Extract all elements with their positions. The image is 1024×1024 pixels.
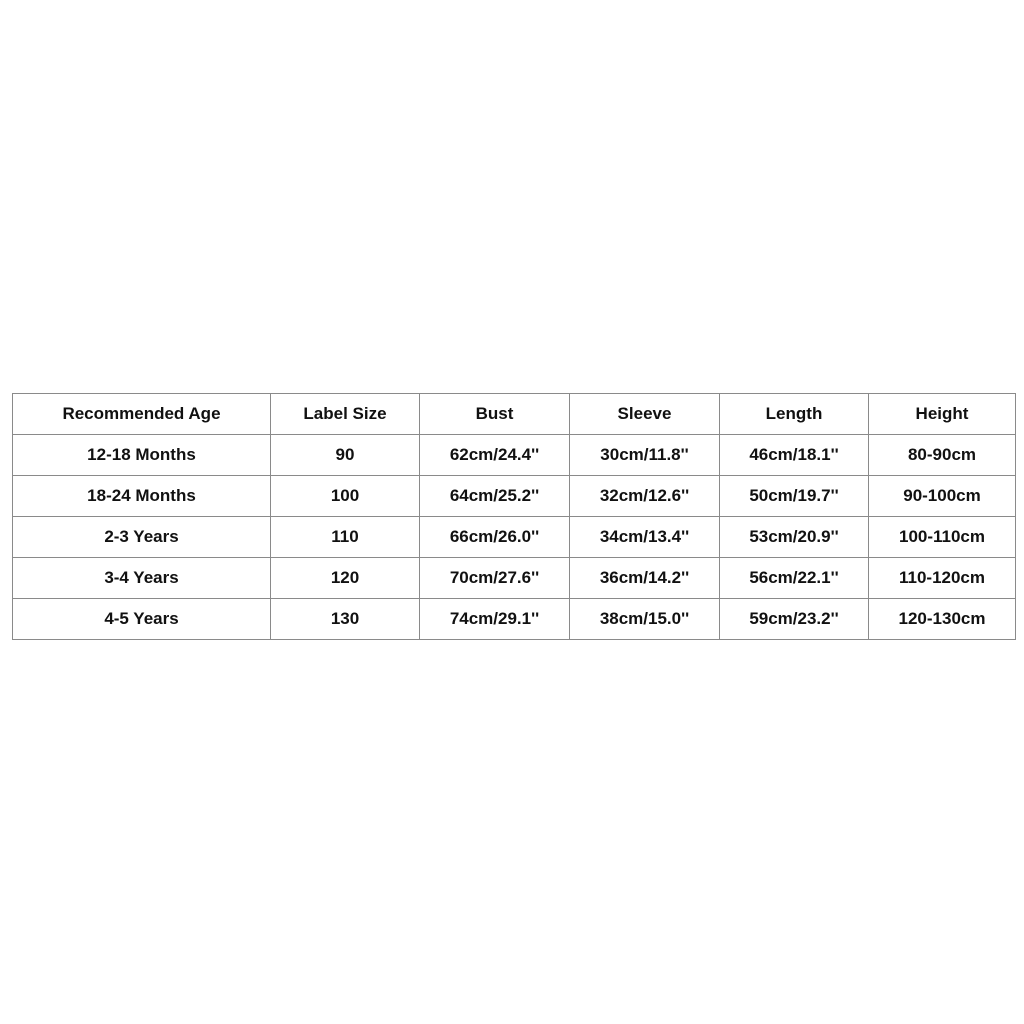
cell-height: 90-100cm <box>869 476 1016 517</box>
cell-height: 100-110cm <box>869 517 1016 558</box>
table-row <box>13 476 1016 517</box>
cell-sleeve: 32cm/12.6'' <box>570 476 720 517</box>
cell-sleeve: 38cm/15.0'' <box>570 599 720 640</box>
table-row <box>13 558 1016 599</box>
cell-bust: 66cm/26.0'' <box>420 517 570 558</box>
cell-bust: 74cm/29.1'' <box>420 599 570 640</box>
cell-length: 59cm/23.2'' <box>720 599 869 640</box>
cell-sleeve: 34cm/13.4'' <box>570 517 720 558</box>
cell-recommended-age: 2-3 Years <box>13 517 271 558</box>
cell-length: 56cm/22.1'' <box>720 558 869 599</box>
cell-bust: 70cm/27.6'' <box>420 558 570 599</box>
cell-length: 46cm/18.1'' <box>720 435 869 476</box>
header-height: Height <box>869 394 1016 435</box>
cell-bust: 64cm/25.2'' <box>420 476 570 517</box>
cell-label-size: 120 <box>271 558 420 599</box>
table-row <box>13 517 1016 558</box>
cell-recommended-age: 4-5 Years <box>13 599 271 640</box>
table-header-row <box>13 394 1016 435</box>
cell-label-size: 100 <box>271 476 420 517</box>
cell-recommended-age: 18-24 Months <box>13 476 271 517</box>
cell-label-size: 130 <box>271 599 420 640</box>
cell-label-size: 110 <box>271 517 420 558</box>
header-bust: Bust <box>420 394 570 435</box>
cell-height: 80-90cm <box>869 435 1016 476</box>
size-chart-table <box>12 393 1016 640</box>
table-row <box>13 599 1016 640</box>
table-row <box>13 435 1016 476</box>
cell-sleeve: 30cm/11.8'' <box>570 435 720 476</box>
cell-label-size: 90 <box>271 435 420 476</box>
cell-length: 53cm/20.9'' <box>720 517 869 558</box>
header-label-size: Label Size <box>271 394 420 435</box>
header-sleeve: Sleeve <box>570 394 720 435</box>
cell-recommended-age: 3-4 Years <box>13 558 271 599</box>
cell-bust: 62cm/24.4'' <box>420 435 570 476</box>
cell-length: 50cm/19.7'' <box>720 476 869 517</box>
cell-height: 110-120cm <box>869 558 1016 599</box>
cell-recommended-age: 12-18 Months <box>13 435 271 476</box>
cell-sleeve: 36cm/14.2'' <box>570 558 720 599</box>
header-length: Length <box>720 394 869 435</box>
cell-height: 120-130cm <box>869 599 1016 640</box>
header-recommended-age: Recommended Age <box>13 394 271 435</box>
